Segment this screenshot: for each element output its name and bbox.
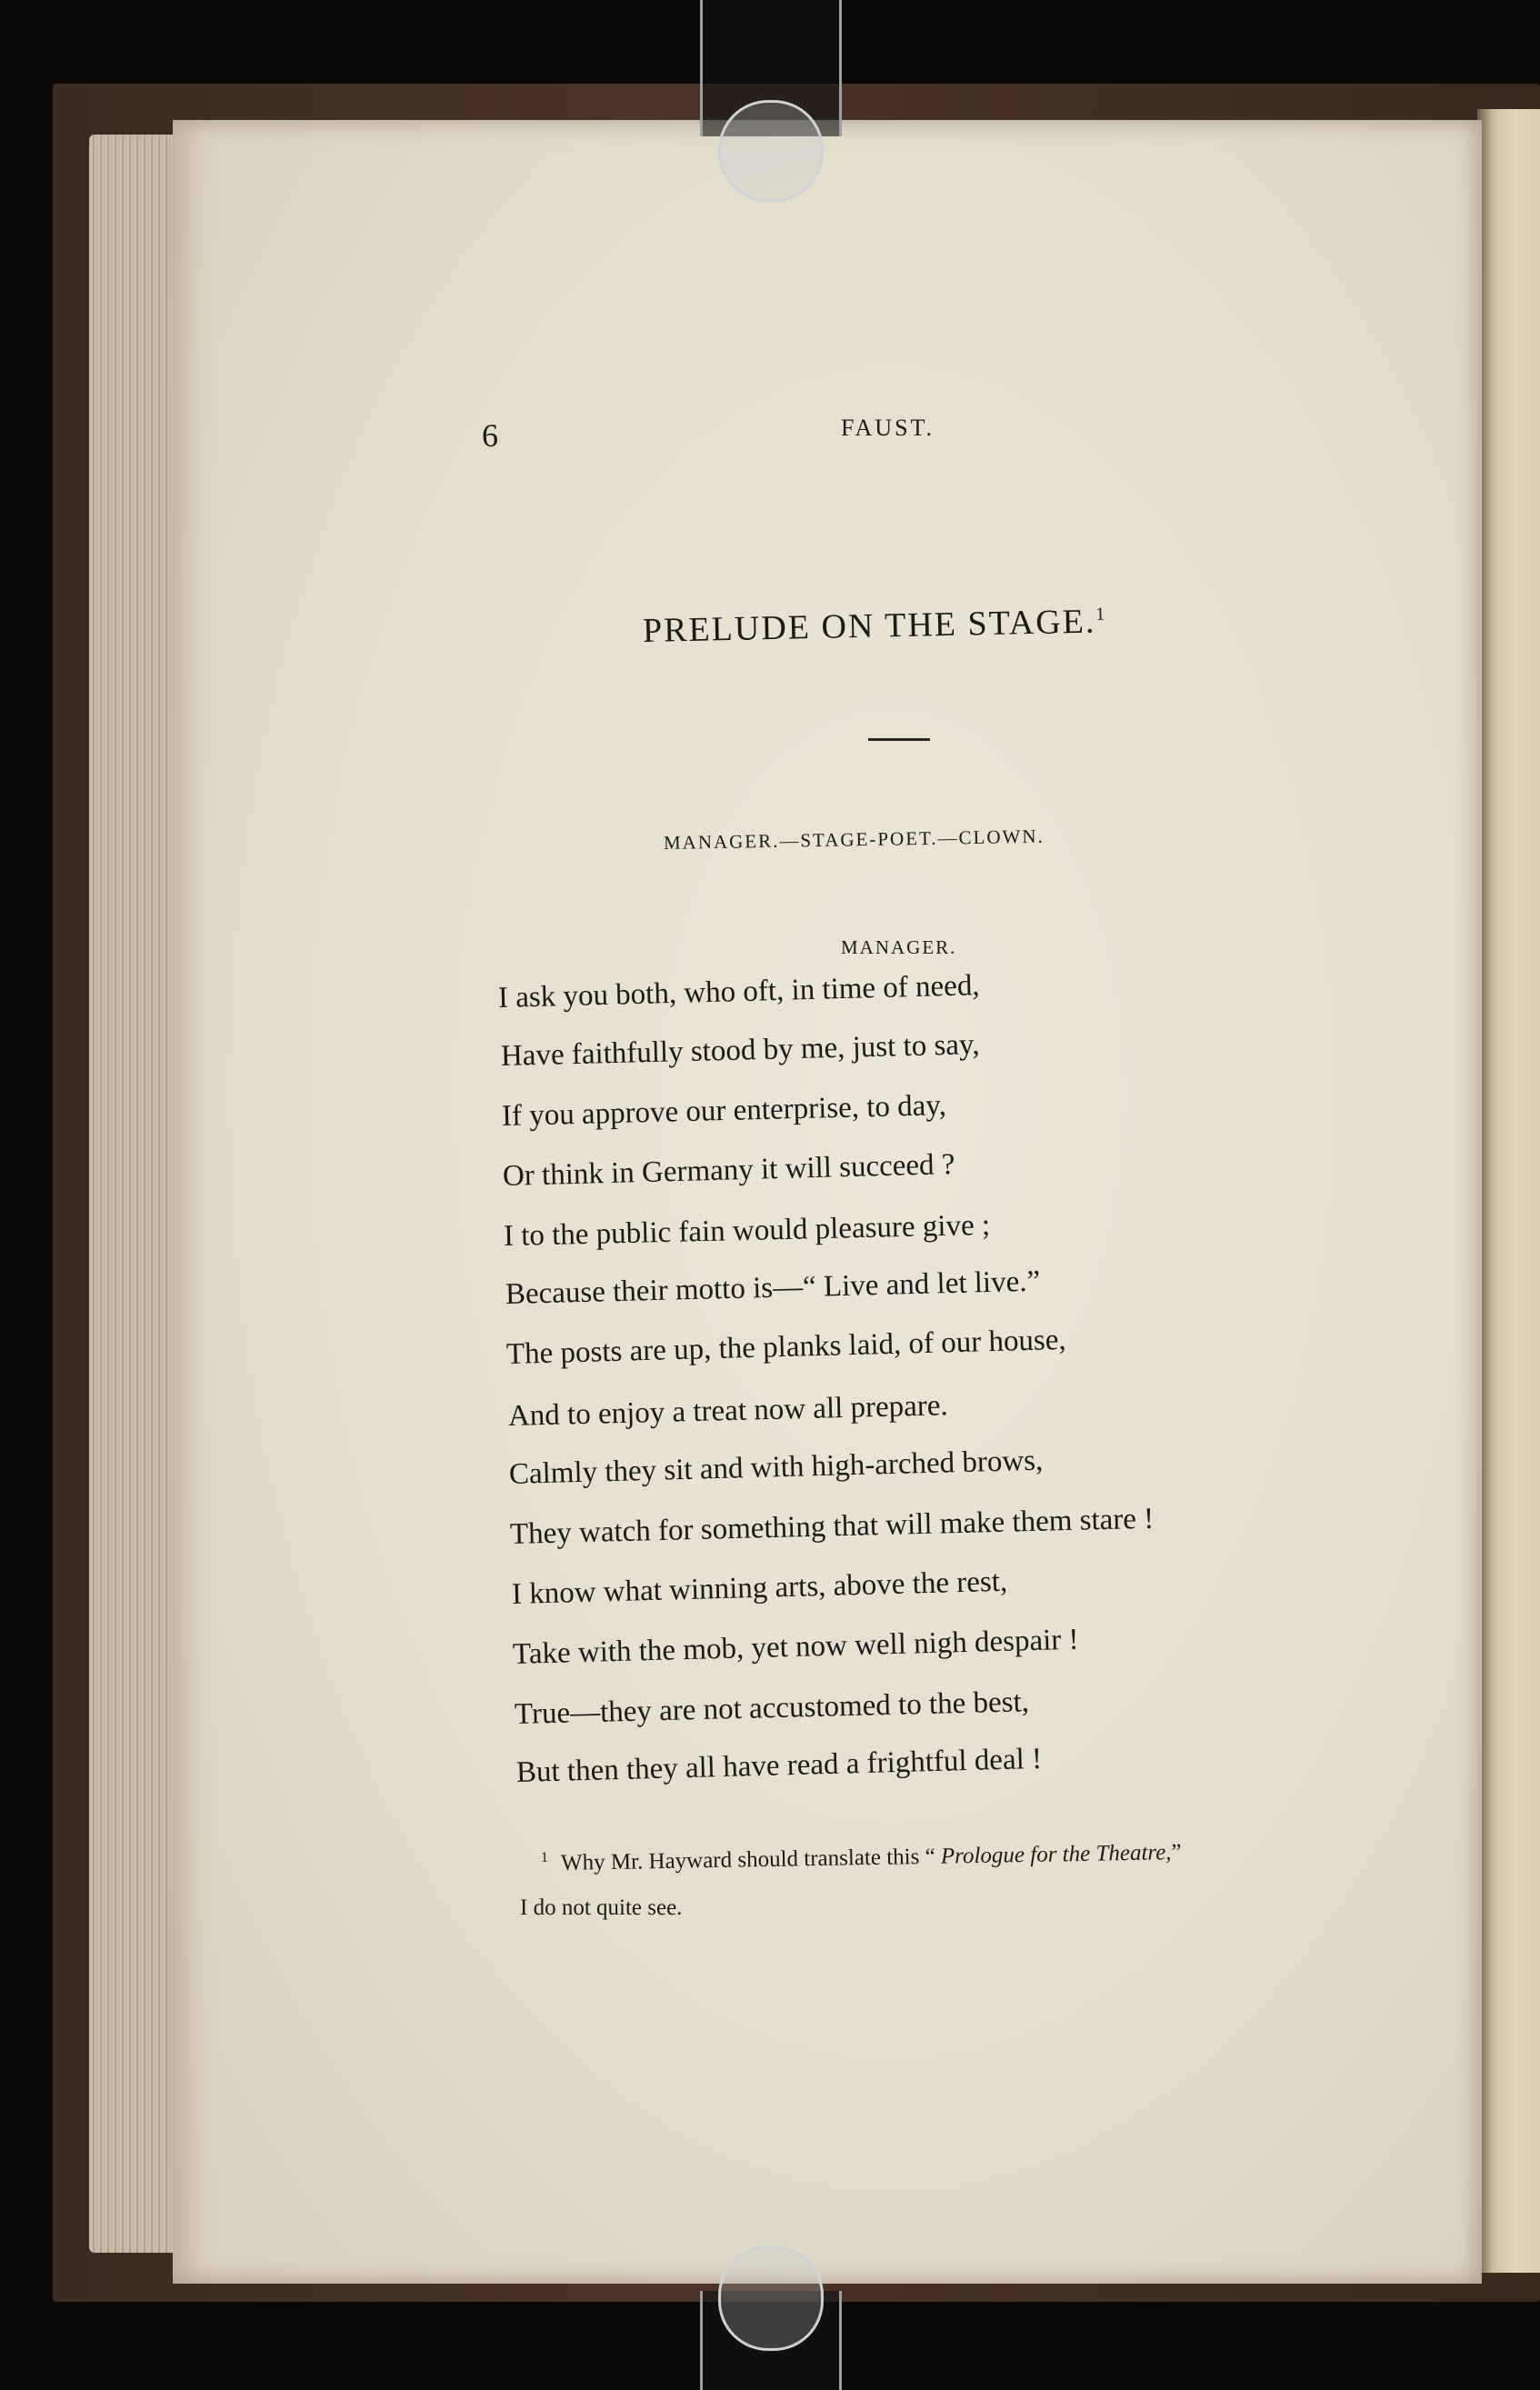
title-note-mark: 1 xyxy=(1095,604,1107,625)
footnote-line-2: I do not quite see. xyxy=(520,1895,683,1920)
verse-line: The posts are up, the planks laid, of our house, xyxy=(505,1323,1067,1371)
page-number: 6 xyxy=(482,417,498,454)
footnote-text: Why Mr. Hayward should translate this “ xyxy=(560,1844,935,1875)
footnote-mark: 1 xyxy=(540,1849,549,1865)
title-rule xyxy=(868,738,930,741)
page-clip-top xyxy=(718,100,824,202)
verse-line: Have faithfully stood by me, just to say, xyxy=(500,1028,980,1073)
verse-line: Calmly they sit and with high-arched brows, xyxy=(508,1444,1044,1491)
footnote-close-quote: ” xyxy=(1171,1840,1182,1865)
speaker-heading: MANAGER. xyxy=(841,936,957,958)
verse-line: True—they are not accustomed to the best, xyxy=(514,1685,1030,1731)
verse-line: They watch for something that will make them stare ! xyxy=(509,1502,1155,1551)
book-page xyxy=(173,120,1482,2284)
verse-line: Because their motto is—“ Live and let live.” xyxy=(505,1265,1041,1311)
character-list: MANAGER.—STAGE-POET.—CLOWN. xyxy=(663,825,1045,854)
verse-line: Or think in Germany it will succeed ? xyxy=(502,1147,955,1193)
running-head: FAUST. xyxy=(841,415,935,441)
verse-line: If you approve our enterprise, to day, xyxy=(501,1089,947,1133)
verse-line: I to the public fain would pleasure give ; xyxy=(503,1208,991,1253)
footnote-italic: Prologue for the Theatre, xyxy=(935,1840,1172,1869)
section-title-text: PRELUDE ON THE STAGE. xyxy=(642,602,1096,650)
verse-line: And to enjoy a treat now all prepare. xyxy=(507,1389,949,1433)
page-clip-bottom xyxy=(718,2245,824,2351)
verse-line: I ask you both, who oft, in time of need, xyxy=(497,969,981,1015)
verse-line: I know what winning arts, above the rest, xyxy=(511,1565,1008,1611)
verse-line: But then they all have read a frightful deal ! xyxy=(515,1742,1043,1789)
facing-page-edge xyxy=(1477,109,1540,2273)
verse-line: Take with the mob, yet now well nigh despair ! xyxy=(512,1623,1079,1671)
